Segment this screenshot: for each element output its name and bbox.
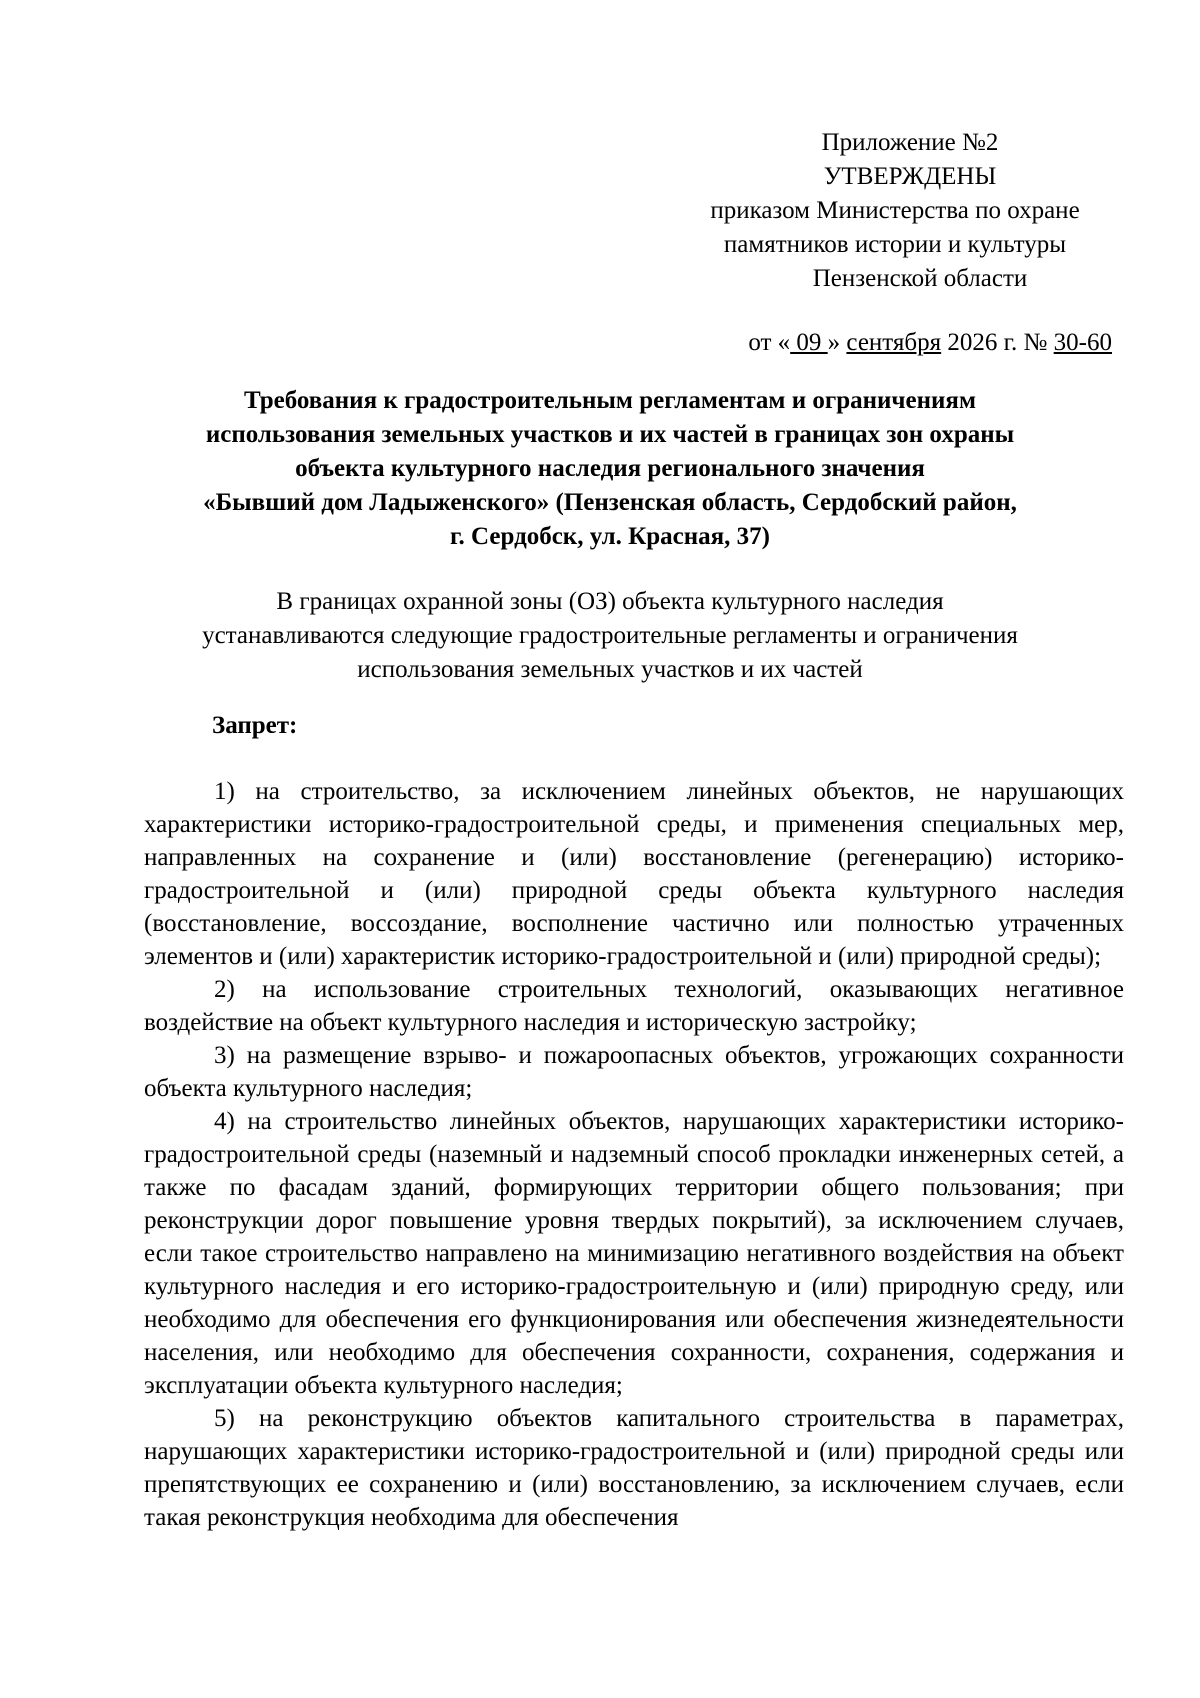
approved-by-line-1: приказом Министерства по охране [710, 197, 1080, 224]
approved-by-line-3: Пензенской области [812, 265, 1028, 292]
approved-by-line-2: памятников истории и культуры [723, 231, 1067, 258]
title-line: Требования к градостроительным регламентам и ограничениям [243, 387, 976, 414]
list-item: 5) на реконструкцию объектов капитального строительства в параметрах, нарушающих характеристики историко-градостроительной и (или) природной среды или препятствующих ее сохранению и (или) восстановлению, за исключением случаев, если такая реконструкция необходима для обеспечения [144, 1405, 1124, 1531]
approved-label: УТВЕРЖДЕНЫ [823, 163, 997, 190]
order-month: сентября [846, 329, 942, 356]
order-number: 30-60 [1053, 329, 1112, 356]
order-prefix: от « [748, 329, 791, 356]
intro-line: использования земельных участков и их частей [357, 656, 863, 683]
order-reference [748, 326, 1112, 360]
intro-line: устанавливаются следующие градостроительные регламенты и ограничения [202, 622, 1018, 649]
intro-line: В границах охранной зоны (ОЗ) объекта культурного наследия [276, 588, 944, 615]
intro-paragraph [140, 585, 1080, 687]
order-day: 09 [790, 329, 828, 356]
appendix-label: Приложение №2 [821, 129, 999, 156]
list-item: 1) на строительство, за исключением линейных объектов, не нарушающих характеристики историко-градостроительной среды, и применения специальных мер, направленных на сохранение и (или) восстановление (регенерацию) историко-градостроительной и (или) природной среды объекта культурного наследия (восстановление, воссоздание, восполнение частично или полностью утраченных элементов и (или) характеристик историко-градостроительной и (или) природной среды); [144, 778, 1124, 970]
prohibition-list [144, 775, 1124, 1534]
order-year: 2026 г. № [941, 329, 1054, 356]
list-item: 2) на использование строительных технологий, оказывающих негативное воздействие на объект культурного наследия и историческую застройку; [144, 976, 1124, 1036]
title-line: «Бывший дом Ладыженского» (Пензенская область, Сердобский район, [203, 489, 1017, 516]
list-item: 4) на строительство линейных объектов, нарушающих характеристики историко-градостроительной среды (наземный и надземный способ прокладки инженерных сетей, а также по фасадам зданий, формирующих территории общего пользования; при реконструкции дорог повышение уровня твердых покрытий), за исключением случаев, если такое строительство направлено на минимизацию негативного воздействия на объект культурного наследия и его историко-градостроительную и (или) природную среду, или необходимо для обеспечения его функционирования или обеспечения жизнедеятельности населения, или необходимо для обеспечения сохранности, сохранения, содержания и эксплуатации объекта культурного наследия; [144, 1108, 1124, 1399]
title-line: объекта культурного наследия регионального значения [295, 455, 925, 482]
list-item: 3) на размещение взрыво- и пожароопасных объектов, угрожающих сохранности объекта культурного наследия; [144, 1042, 1124, 1102]
prohibition-heading: Запрет: [212, 712, 298, 739]
title-line: использования земельных участков и их частей в границах зон охраны [205, 421, 1015, 448]
approval-block [710, 126, 1120, 296]
order-mid: » [827, 329, 847, 356]
title-line: г. Сердобск, ул. Красная, 37) [450, 523, 770, 550]
document-title [140, 384, 1080, 554]
